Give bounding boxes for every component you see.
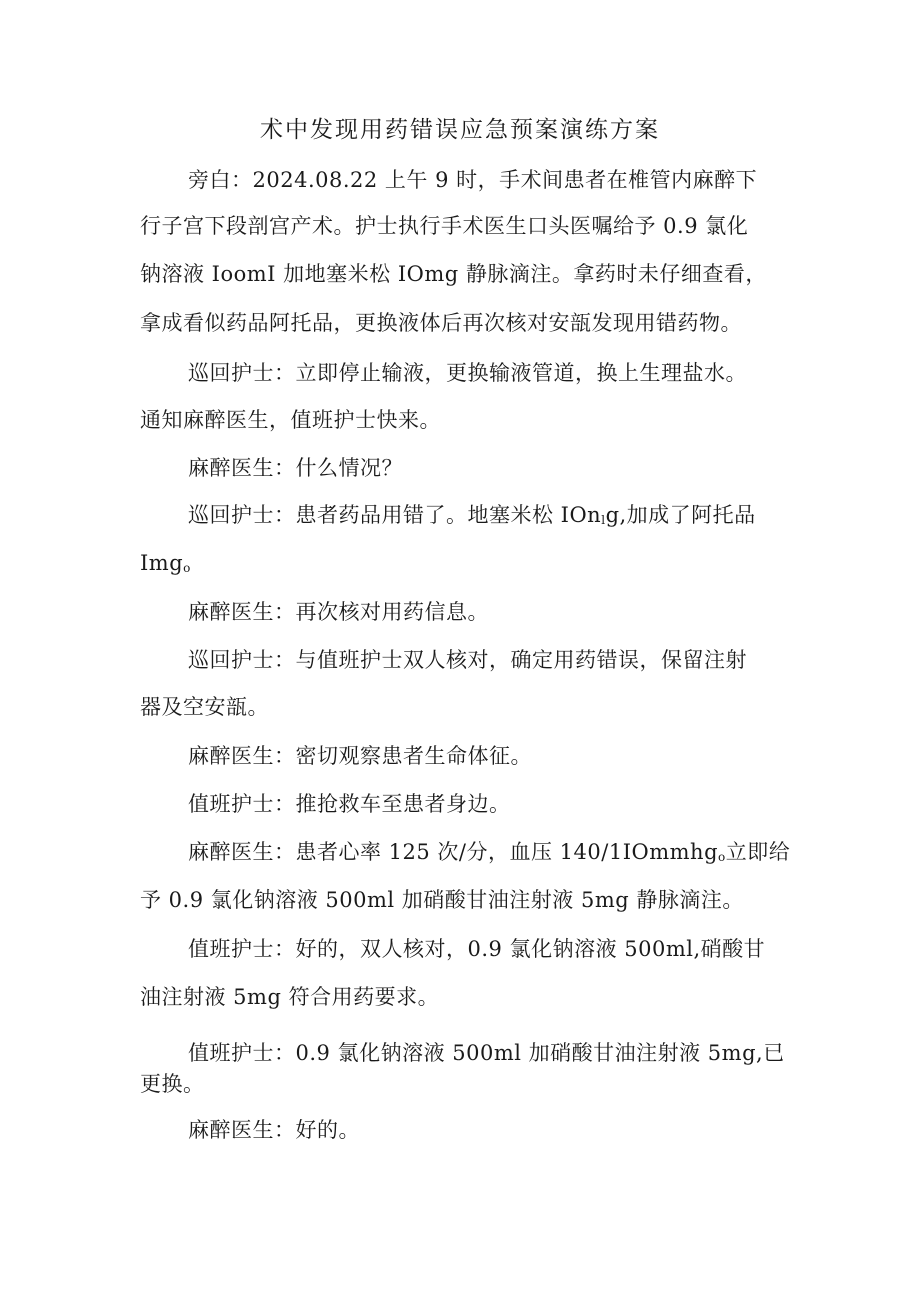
document-title: 术中发现用药错误应急预案演练方案	[260, 117, 660, 143]
dialogue-line: 更换。	[140, 1072, 205, 1096]
dialogue-line: 油注射液 5mg 符合用药要求。	[140, 985, 440, 1009]
narration-line-4: 拿成看似药品阿托品，更换液体后再次核对安瓿发现用错药物。	[140, 311, 742, 335]
dialogue-text: 麻醉医生：患者心率 125 次/分，血压 140/1IOmmhg	[188, 840, 719, 864]
dialogue-line	[140, 497, 790, 538]
subscript-text: o	[183, 561, 191, 575]
narration-line-3: 钠溶液 IoomI 加地塞米松 IOmg 静脉滴注。拿药时未仔细查看，	[140, 262, 767, 286]
dialogue-line: 麻醉医生：好的。	[188, 1118, 360, 1142]
dialogue-line: 麻醉医生：密切观察患者生命体征。	[188, 744, 532, 768]
subscript-text: l	[601, 513, 606, 527]
dialogue-line: 麻醉医生：再次核对用药信息。	[188, 600, 489, 624]
dialogue-text: 立即给	[725, 840, 791, 864]
subscript-text: o	[718, 850, 726, 864]
dialogue-line	[140, 545, 790, 586]
narration-line-2: 行子宫下段剖宫产术。护士执行手术医生口头医嘱给予 0.9 氯化	[140, 214, 749, 238]
dialogue-line: 值班护士：推抢救车至患者身边。	[188, 792, 511, 816]
dialogue-line: 值班护士：好的，双人核对，0.9 氯化钠溶液 500ml,硝酸甘	[188, 937, 766, 961]
dialogue-line	[140, 834, 790, 875]
dialogue-text: Img	[140, 551, 184, 575]
dialogue-line: 通知麻醉医生，值班护士快来。	[140, 408, 441, 432]
dialogue-line: 器及空安瓿。	[140, 695, 269, 719]
dialogue-line: 值班护士：0.9 氯化钠溶液 500ml 加硝酸甘油注射液 5mg,已	[188, 1041, 785, 1065]
dialogue-line: 予 0.9 氯化钠溶液 500ml 加硝酸甘油注射液 5mg 静脉滴注。	[140, 888, 744, 912]
dialogue-text: g,加成了阿托品	[605, 503, 756, 527]
dialogue-line: 麻醉医生：什么情况？	[188, 456, 403, 480]
dialogue-line: 巡回护士：与值班护士双人核对，确定用药错误，保留注射	[188, 648, 747, 672]
dialogue-line: 巡回护士：立即停止输液，更换输液管道，换上生理盐水。	[188, 361, 747, 385]
dialogue-text: 巡回护士：患者药品用错了。地塞米松 IOn	[188, 503, 602, 527]
narration-line-1: 旁白：2024.08.22 上午 9 时，手术间患者在椎管内麻醉下	[188, 168, 758, 192]
